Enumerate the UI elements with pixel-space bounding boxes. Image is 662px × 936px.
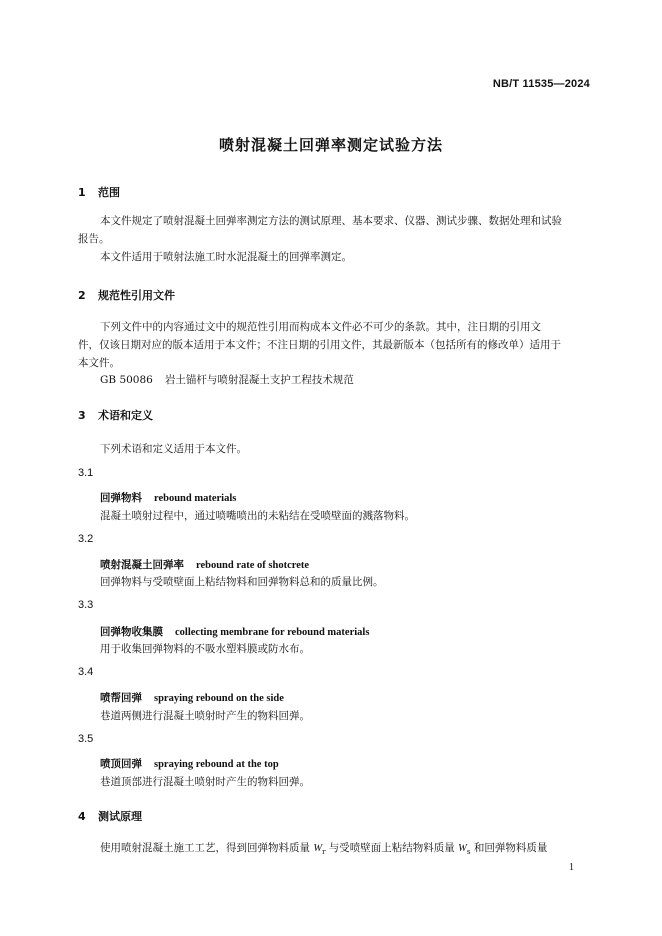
section-number: 4: [78, 810, 86, 823]
section-4-heading: [78, 808, 142, 824]
term-definition: 用于收集回弹物料的不吸水塑料膜或防水布。: [100, 643, 310, 655]
section-1-paragraph-1-cont: [78, 230, 593, 248]
page-number: 1: [569, 862, 574, 873]
text-line: 本文件规定了喷射混凝土回弹率测定方法的测试原理、基本要求、仪器、测试步骤、数据处理和试验: [100, 215, 562, 227]
reference-title: 岩土锚杆与喷射混凝土支护工程技术规范: [164, 374, 354, 386]
reference-code: GB 50086: [100, 374, 153, 386]
term-entry: [100, 624, 369, 639]
section-number: 1: [78, 186, 86, 199]
term-zh: 喷帮回弹: [100, 692, 142, 704]
term-en: rebound rate of shotcrete: [196, 560, 310, 571]
text-line: 本文件适用于喷射法施工时水泥混凝土的回弹率测定。: [100, 251, 352, 263]
text-fragment: 使用喷射混凝土施工工艺，得到回弹物料质量: [100, 842, 314, 854]
section-2-paragraph-1-cont: [78, 336, 593, 354]
section-title: 测试原理: [98, 810, 142, 823]
term-en: collecting membrane for rebound materials: [175, 627, 370, 638]
term-zh: 喷射混凝土回弹率: [100, 559, 184, 571]
clause-number: 3.3: [78, 599, 94, 611]
standard-number: NB/T 11535—2024: [492, 78, 590, 90]
section-3-intro: 下列术语和定义适用于本文件。: [100, 443, 247, 455]
section-2-paragraph-1: [78, 318, 593, 336]
clause-number: 3.1: [78, 467, 94, 479]
section-2-heading: [78, 287, 175, 303]
section-number: 2: [78, 289, 86, 302]
variable-w: W: [458, 843, 467, 854]
section-number: 3: [78, 409, 86, 422]
term-zh: 喷顶回弹: [100, 758, 142, 770]
text-line: 报告。: [78, 233, 110, 245]
term-entry: [100, 756, 279, 771]
clause-number: 3.4: [78, 666, 94, 678]
section-3-heading: [78, 407, 153, 423]
section-1-paragraph-2: [78, 248, 593, 266]
variable-w: W: [313, 843, 323, 854]
normative-reference: [100, 372, 354, 387]
term-en: spraying rebound on the side: [154, 693, 284, 704]
section-1-paragraph-1: [78, 212, 593, 230]
clause-number: 3.5: [78, 733, 94, 745]
text-line: 件，仅该日期对应的版本适用于本文件；不注日期的引用文件，其最新版本（包括所有的修改单）适用于: [78, 339, 561, 351]
text-fragment: 与受喷壁面上粘结物料质量: [325, 842, 459, 854]
term-entry: [100, 490, 236, 505]
term-definition: 巷道顶部进行混凝土喷射时产生的物料回弹。: [100, 776, 310, 788]
text-line: 下列文件中的内容通过文中的规范性引用而构成本文件必不可少的条款。其中，注日期的引用文: [100, 321, 541, 333]
section-4-paragraph-1: [100, 840, 595, 856]
clause-number: 3.2: [78, 533, 94, 545]
document-title: 喷射混凝土回弹率测定试验方法: [218, 136, 443, 154]
term-definition: 巷道两侧进行混凝土喷射时产生的物料回弹。: [100, 710, 310, 722]
variable-subscript: r: [322, 848, 326, 857]
term-definition: 混凝土喷射过程中，通过喷嘴喷出的未粘结在受喷壁面的溅落物料。: [100, 510, 415, 522]
term-definition: 回弹物料与受喷壁面上粘结物料和回弹物料总和的质量比例。: [100, 576, 384, 588]
section-title: 规范性引用文件: [98, 289, 175, 302]
term-en: rebound materials: [154, 493, 237, 504]
text-fragment: 和回弹物料质量: [470, 842, 548, 854]
section-title: 范围: [98, 186, 120, 199]
text-line: 本文件。: [78, 357, 120, 369]
term-zh: 回弹物料: [100, 492, 142, 504]
section-title: 术语和定义: [98, 409, 153, 422]
variable-subscript: s: [466, 848, 471, 857]
section-1-heading: [78, 184, 120, 200]
term-zh: 回弹物收集膜: [100, 626, 163, 638]
term-en: spraying rebound at the top: [154, 759, 279, 770]
term-entry: [100, 690, 284, 705]
section-2-paragraph-1-cont2: [78, 354, 593, 372]
term-entry: [100, 557, 309, 572]
